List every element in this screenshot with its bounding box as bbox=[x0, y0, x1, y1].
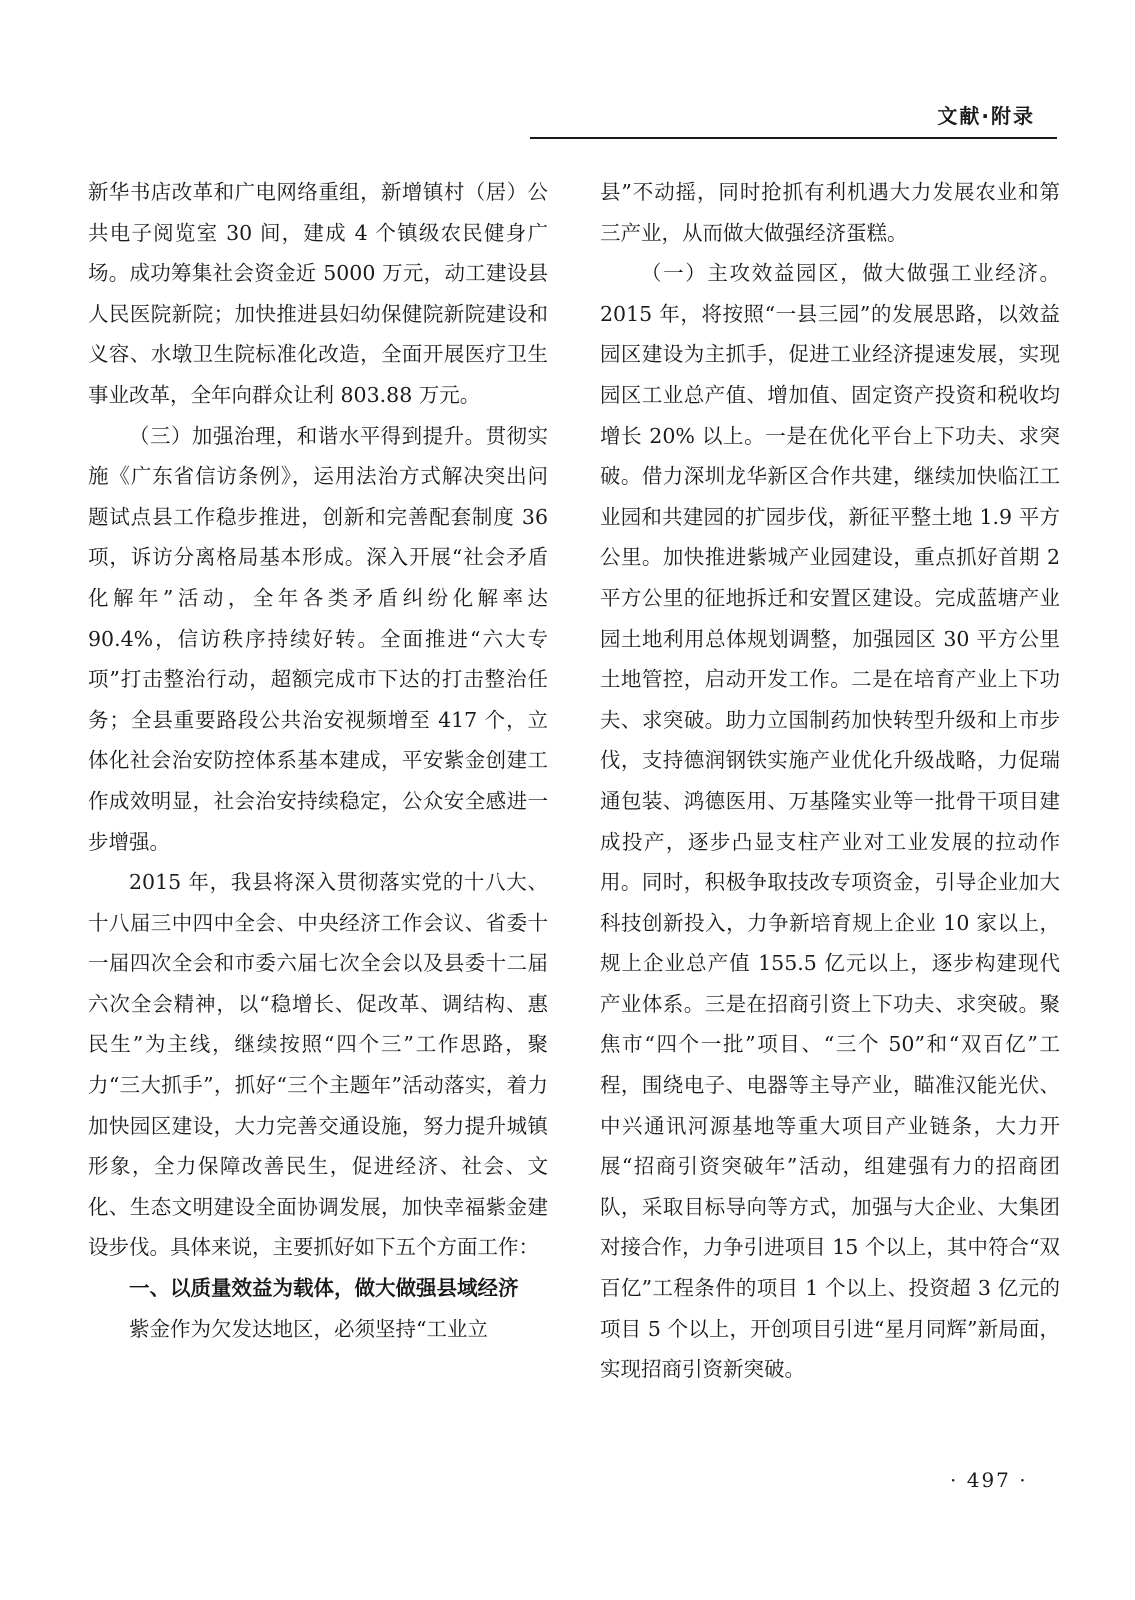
paragraph-body: 贯彻实施《广东省信访条例》，运用法治方式解决突出问题试点县工作稳步推进，创新和完善配套制度 36 项，诉访分离格局基本形成。深入开展“社会矛盾化解年”活动，全年各类矛盾纠纷化解率达 90.4%，信访秩序持续好转。全面推进“六大专项”打击整治行动，超额完成市下达的打击整治任务；全县重要路段公共治安视频增至 417 个，立体化社会治安防控体系基本建成，平安紫金创建工作成效明显，社会治安持续稳定，公众安全感进一步增强。 bbox=[88, 423, 549, 854]
paragraph bbox=[88, 416, 548, 863]
section-title: 文献·附录 bbox=[937, 104, 1035, 128]
left-column bbox=[88, 172, 548, 1349]
paragraph bbox=[600, 253, 1060, 1390]
sub-heading: （一）主攻效益园区，做大做强工业经济。 bbox=[641, 261, 1060, 286]
paragraph: 新华书店改革和广电网络重组，新增镇村（居）公共电子阅览室 30 间，建成 4 个镇级农民健身广场。成功筹集社会资金近 5000 万元，动工建设县人民医院新院；加快推进县妇幼保健院新院建设和义容、水墩卫生院标准化改造，全面开展医疗卫生事业改革，全年向群众让利 803.88 万元。 bbox=[88, 180, 548, 407]
page-number: · 497 · bbox=[950, 1468, 1028, 1492]
paragraph-body: 2015 年，将按照“一县三园”的发展思路，以效益园区建设为主抓手，促进工业经济提速发展，实现园区工业总产值、增加值、固定资产投资和税收均增长 20% 以上。一是在优化平台上下功夫、求突破。借力深圳龙华新区合作共建，继续加快临江工业园和共建园的扩园步伐，新征平整土地 1.9 平方公里。加快推进紫城产业园建设，重点抓好首期 2 平方公里的征地拆迁和安置区建设。完成蓝塘产业园土地利用总体规划调整，加强园区 30 平方公里土地管控，启动开发工作。二是在培育产业上下功夫、求突破。助力立国制药加快转型升级和上市步伐，支持德润钢铁实施产业优化升级战略，力促瑞通包装、鸿德医用、万基隆实业等一批骨干项目建成投产，逐步凸显支柱产业对工业发展的拉动作用。同时，积极争取技改专项资金，引导企业加大科技创新投入，力争新培育规上企业 10 家以上，规上企业总产值 155.5 亿元以上，逐步构建现代产业体系。三是在招商引资上下功夫、求突破。聚焦市“四个一批”项目、“三个 50”和“双百亿”工程，围绕电子、电器等主导产业，瞄准汉能光伏、中兴通讯河源基地等重大项目产业链条，大力开展“招商引资突破年”活动，组建强有力的招商团队，采取目标导向等方式，加强与大企业、大集团对接合作，力争引进项目 15 个以上，其中符合“双百亿”工程条件的项目 1 个以上、投资超 3 亿元的项目 5 个以上，开创项目引进“星月同辉”新局面，实现招商引资新突破。 bbox=[600, 301, 1060, 1382]
sub-heading: （三）加强治理，和谐水平得到提升。 bbox=[129, 423, 486, 448]
header-divider bbox=[530, 137, 1057, 139]
paragraph: 紫金作为欠发达地区，必须坚持“工业立 bbox=[129, 1316, 488, 1341]
paragraph: 2015 年，我县将深入贯彻落实党的十八大、十八届三中四中全会、中央经济工作会议、省委十一届四次全会和市委六届七次全会以及县委十二届六次全会精神，以“稳增长、促改革、调结构、惠民生”为主线，继续按照“四个三”工作思路，聚力“三大抓手”，抓好“三个主题年”活动落实，着力加快园区建设，大力完善交通设施，努力提升城镇形象，全力保障改善民生，促进经济、社会、文化、生态文明建设全面协调发展，加快幸福紫金建设步伐。具体来说，主要抓好如下五个方面工作： bbox=[88, 870, 548, 1260]
paragraph: 县”不动摇，同时抢抓有利机遇大力发展农业和第三产业，从而做大做强经济蛋糕。 bbox=[600, 180, 1060, 245]
right-column bbox=[600, 172, 1060, 1390]
section-heading: 一、以质量效益为载体，做大做强县域经济 bbox=[129, 1276, 519, 1301]
